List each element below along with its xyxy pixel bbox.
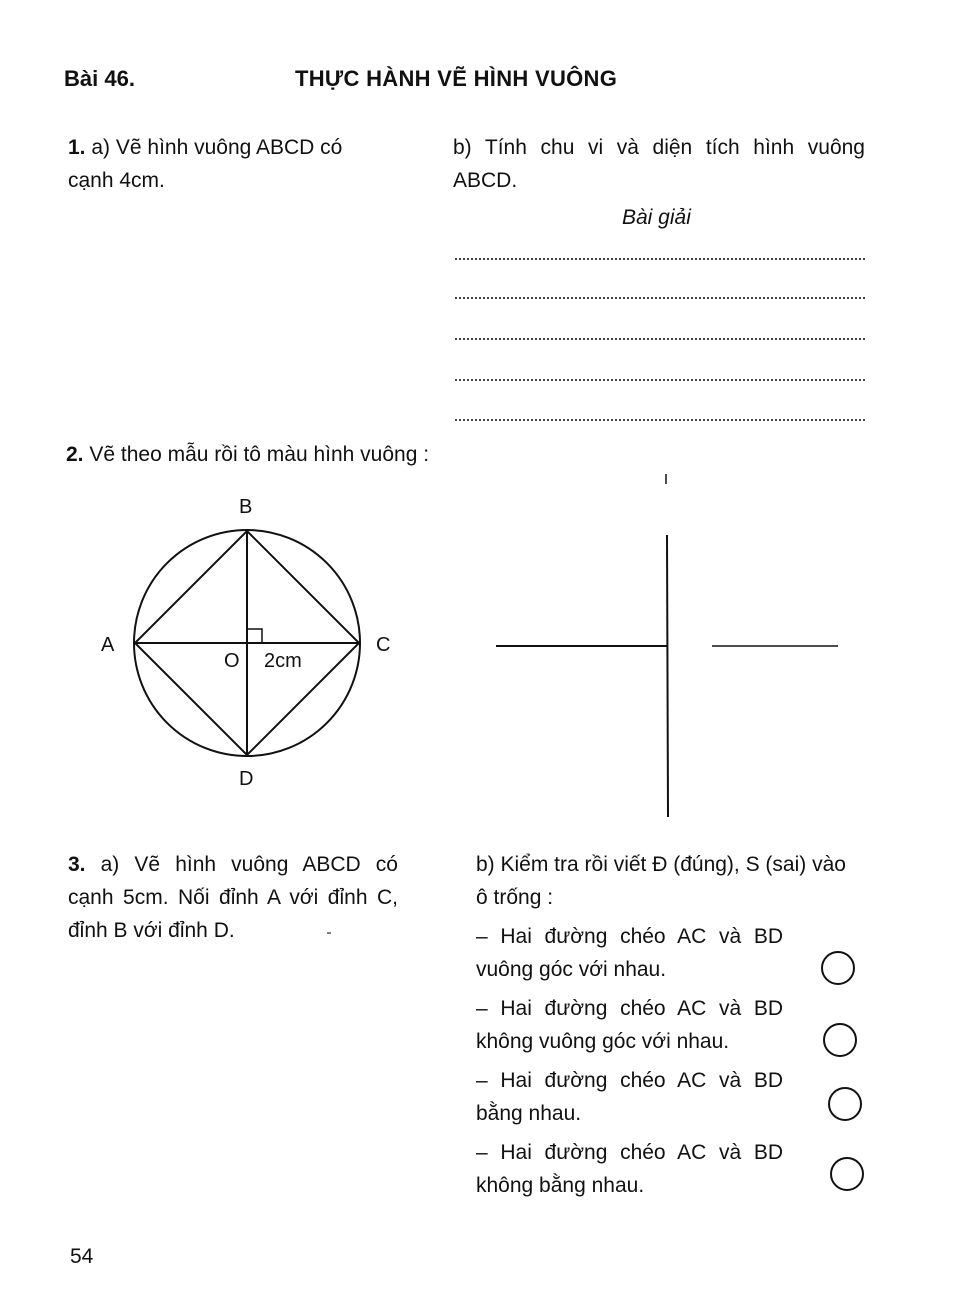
vertex-a-label: A bbox=[101, 634, 115, 656]
exercise3-part-b-line1: b) Kiểm tra rồi viết Đ (đúng), S (sai) vào bbox=[476, 853, 846, 876]
answer-box-2[interactable] bbox=[823, 1023, 857, 1057]
exercise3-part-b-line2: ô trống : bbox=[476, 886, 554, 909]
exercise3-part-a bbox=[68, 848, 398, 947]
exercise3-number: 3. bbox=[68, 853, 86, 876]
practice-vertical-line bbox=[667, 535, 668, 817]
radius-label: 2cm bbox=[264, 650, 302, 672]
statement-4-line2: không bằng nhau. bbox=[476, 1174, 645, 1197]
vertex-c-label: C bbox=[376, 634, 391, 656]
exercise1-part-b bbox=[453, 131, 865, 197]
answer-line-3[interactable] bbox=[455, 338, 865, 340]
vertex-d-label: D bbox=[239, 768, 254, 790]
answer-line-2[interactable] bbox=[455, 297, 865, 299]
exercise1-part-a bbox=[68, 131, 368, 197]
answer-box-3[interactable] bbox=[828, 1087, 862, 1121]
answer-line-1[interactable] bbox=[455, 258, 865, 260]
exercise2-number: 2. bbox=[66, 443, 84, 466]
statement-3 bbox=[476, 1064, 783, 1130]
statement-1-line1: – Hai đường chéo AC và BD bbox=[476, 925, 783, 948]
exercise3-part-a-line3: đỉnh B với đỉnh D. bbox=[68, 919, 235, 942]
answer-line-5[interactable] bbox=[455, 419, 865, 421]
model-square bbox=[135, 531, 359, 755]
statement-3-line2: bằng nhau. bbox=[476, 1102, 582, 1125]
lesson-number: Bài 46. bbox=[64, 66, 135, 91]
model-circle bbox=[134, 530, 360, 756]
page-title: THỰC HÀNH VẼ HÌNH VUÔNG bbox=[295, 66, 618, 91]
statement-3-line1: – Hai đường chéo AC và BD bbox=[476, 1069, 783, 1092]
center-o-label: O bbox=[224, 650, 240, 672]
exercise2-instruction-text: Vẽ theo mẫu rồi tô màu hình vuông : bbox=[89, 443, 430, 466]
statement-1-line2: vuông góc với nhau. bbox=[476, 958, 667, 981]
answer-box-4[interactable] bbox=[830, 1157, 864, 1191]
exercise3-part-a-line1: a) Vẽ hình vuông ABCD có bbox=[100, 853, 398, 876]
exercise2-instruction bbox=[66, 438, 429, 471]
page-number: 54 bbox=[70, 1245, 94, 1268]
statement-2-line2: không vuông góc với nhau. bbox=[476, 1030, 730, 1053]
answer-box-1[interactable] bbox=[821, 951, 855, 985]
exercise1-part-b-line1: b) Tính chu vi và diện tích hình vuông bbox=[453, 136, 865, 159]
exercise1-number: 1. bbox=[68, 136, 86, 159]
right-angle-mark bbox=[247, 629, 262, 643]
vertex-b-label: B bbox=[239, 496, 253, 518]
exercise3-part-b bbox=[476, 848, 871, 914]
exercise1-part-a-line1: a) Vẽ hình vuông ABCD có bbox=[91, 136, 343, 159]
solution-heading: Bài giải bbox=[622, 206, 691, 229]
exercise1-part-a-line2: cạnh 4cm. bbox=[68, 169, 165, 192]
statement-2-line1: – Hai đường chéo AC và BD bbox=[476, 997, 783, 1020]
statement-2 bbox=[476, 992, 783, 1058]
answer-line-4[interactable] bbox=[455, 379, 865, 381]
statement-4 bbox=[476, 1136, 783, 1202]
exercise3-part-a-line2: cạnh 5cm. Nối đỉnh A với đỉnh C, bbox=[68, 886, 398, 909]
statement-1 bbox=[476, 920, 783, 986]
exercise1-part-b-line2: ABCD. bbox=[453, 169, 518, 192]
statement-4-line1: – Hai đường chéo AC và BD bbox=[476, 1141, 783, 1164]
